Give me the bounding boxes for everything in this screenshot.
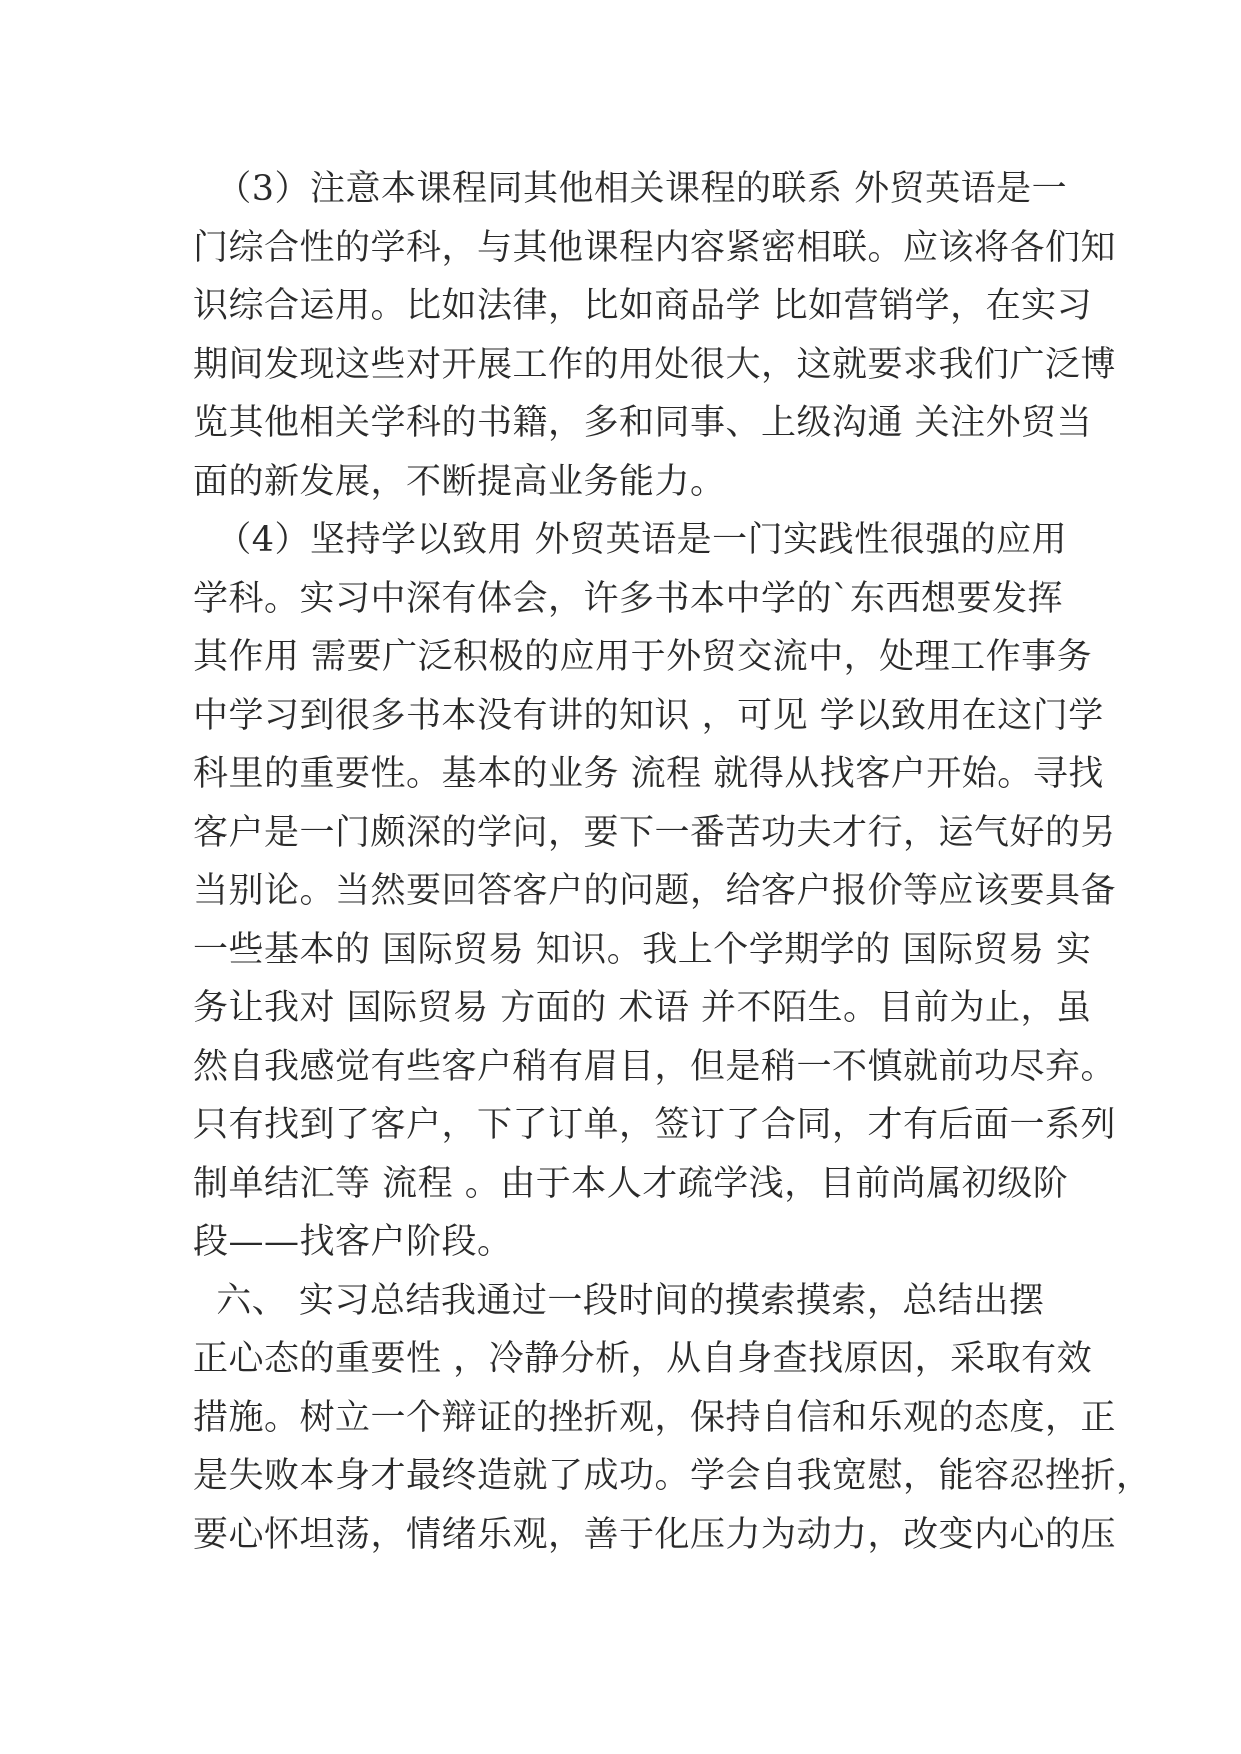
text-line: 段——找客户阶段。 bbox=[193, 1222, 513, 1262]
text-line: 是失败本身才最终造就了成功。学会自我宽慰，能容忍挫折， bbox=[193, 1456, 1152, 1496]
text-line: 六、 实习总结我通过一段时间的摸索摸索，总结出摆 bbox=[193, 1280, 1045, 1321]
text-line: 只有找到了客户，下了订单，签订了合同，才有后面一系列 bbox=[193, 1105, 1117, 1145]
text-line: 一些基本的 国际贸易 知识。我上个学期学的 国际贸易 实 bbox=[193, 929, 1092, 970]
body-text bbox=[193, 160, 1152, 1564]
text-line: 客户是一门颇深的学问，要下一番苦功夫才行，运气好的另 bbox=[193, 812, 1117, 853]
text-line: 务让我对 国际贸易 方面的 术语 并不陌生。目前为止，虽 bbox=[193, 988, 1092, 1028]
text-line: 当别论。当然要回答客户的问题，给客户报价等应该要具备 bbox=[193, 871, 1117, 911]
text-line: 科里的重要性。基本的业务 流程 就得从找客户开始。寻找 bbox=[193, 754, 1104, 794]
text-line: 其作用 需要广泛积极的应用于外贸交流中，处理工作事务 bbox=[193, 637, 1093, 677]
text-line: 学科。实习中深有体会，许多书本中学的`东西想要发挥 bbox=[193, 578, 1064, 619]
text-line: 措施。树立一个辩证的挫折观，保持自信和乐观的态度，正 bbox=[193, 1397, 1117, 1438]
text-line: 览其他相关学科的书籍，多和同事、上级沟通 关注外贸当 bbox=[193, 403, 1093, 443]
text-line: 然自我感觉有些客户稍有眉目，但是稍一不慎就前功尽弃。 bbox=[193, 1046, 1117, 1087]
text-line: 面的新发展，不断提高业务能力。 bbox=[193, 461, 726, 502]
text-line: 期间发现这些对开展工作的用处很大，这就要求我们广泛博 bbox=[193, 344, 1117, 385]
text-line: 正心态的重要性 ，冷静分析，从自身查找原因，采取有效 bbox=[193, 1339, 1093, 1379]
text-line: 门综合性的学科，与其他课程内容紧密相联。应该将各们知 bbox=[193, 227, 1117, 268]
text-line: 中学习到很多书本没有讲的知识 ，可见 学以致用在这门学 bbox=[193, 695, 1104, 736]
text-line: 要心怀坦荡，情绪乐观，善于化压力为动力，改变内心的压 bbox=[193, 1514, 1117, 1555]
text-line: （3）注意本课程同其他相关课程的联系 外贸英语是一 bbox=[193, 169, 1068, 209]
text-line: 制单结汇等 流程 。由于本人才疏学浅，目前尚属初级阶 bbox=[193, 1163, 1069, 1204]
text-line: 识综合运用。比如法律，比如商品学 比如营销学，在实习 bbox=[193, 286, 1093, 326]
text-line: （4）坚持学以致用 外贸英语是一门实践性很强的应用 bbox=[193, 520, 1068, 560]
